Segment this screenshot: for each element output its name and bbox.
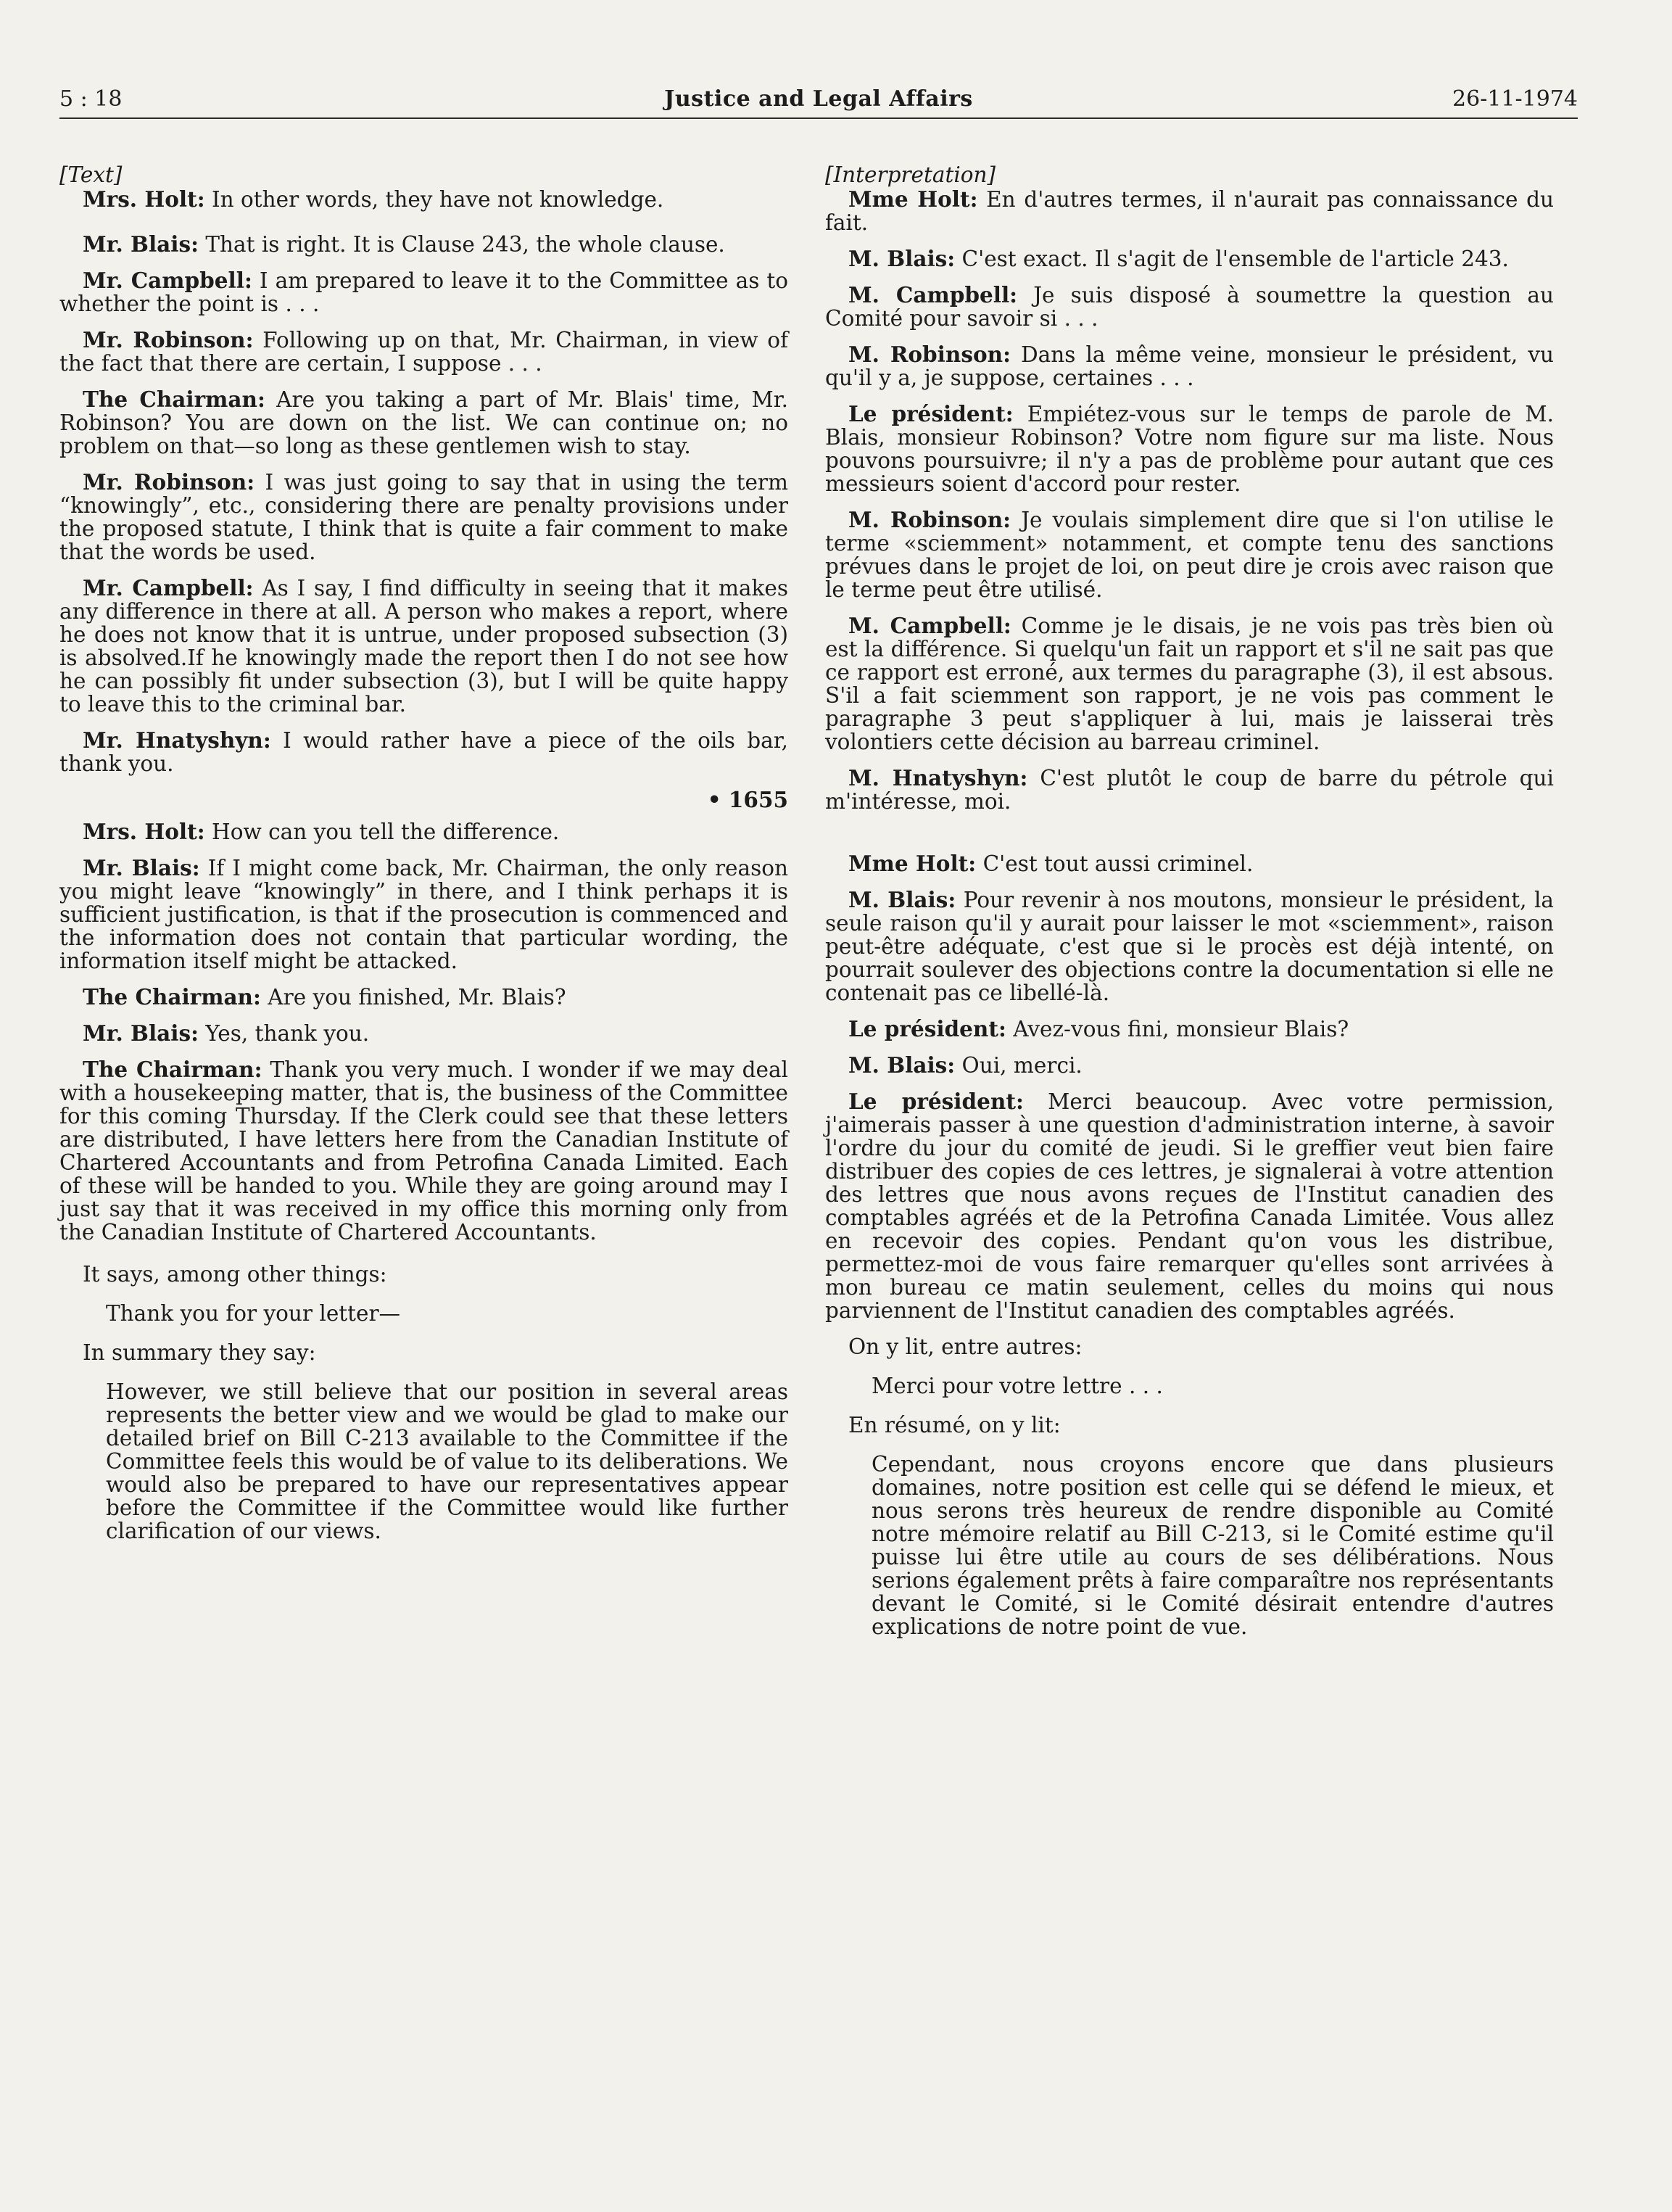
letter-quote: Cependant, nous croyons encore que dans plusieurs domaines, notre position est celle qui se défend le mieux, et nous serons très heureux de rendre disponible au Comité notre mémoire relatif au Bill C-213, si le Comité estime qu'il puisse lui être utile au cours de ses délibérations. Nous serions également prêts à faire comparaître nos représentants devant le Comité, si le Comité désirait entendre d'autres explications de notre point de vue. bbox=[872, 1452, 1554, 1639]
speech-text: How can you tell the difference. bbox=[204, 820, 560, 844]
speaker-name: M. Blais: bbox=[848, 1052, 956, 1078]
english-column bbox=[59, 163, 788, 1543]
speech-text: Are you taking a part of Mr. Blais' time, Mr. Robinson? You are down on the list. We can continue on; no problem on that—so long as these gentlemen wish to stay. bbox=[59, 387, 788, 458]
speaker-name: Mr. Hnatyshyn: bbox=[83, 727, 271, 753]
speech-paragraph bbox=[59, 1058, 788, 1244]
speech-paragraph bbox=[59, 388, 788, 458]
speech-paragraph bbox=[59, 1022, 788, 1045]
speech-text: En d'autres termes, il n'aurait pas connaissance du fait. bbox=[825, 187, 1554, 235]
page-number: 5 : 18 bbox=[59, 86, 123, 112]
letter-intro: It says, among other things: bbox=[83, 1262, 387, 1287]
speech-paragraph bbox=[59, 857, 788, 973]
speech-paragraph bbox=[825, 284, 1554, 330]
speaker-name: Mr. Blais: bbox=[83, 855, 200, 880]
speech-paragraph bbox=[59, 329, 788, 375]
speech-text: If I might come back, Mr. Chairman, the only reason you might leave “knowingly” in there, and I think perhaps it is sufficient justification, is that if the prosecution is commenced and the information does not contain that particular wording, the information itself might be attacked. bbox=[59, 856, 788, 973]
speech-text: Je voulais simplement dire que si l'on utilise le terme «sciemment» notamment, et compte tenu des sanctions prévues dans le projet de loi, on peut dire je crois avec raison que le terme peut être utilisé. bbox=[825, 508, 1554, 602]
speaker-name: Mme Holt: bbox=[848, 851, 977, 876]
speech-paragraph bbox=[59, 233, 788, 256]
speaker-name: Mr. Campbell: bbox=[83, 268, 252, 293]
speaker-name: Le président: bbox=[848, 401, 1014, 426]
speech-text: I am prepared to leave it to the Committee as to whether the point is . . . bbox=[59, 268, 788, 316]
speech-paragraph bbox=[825, 1090, 1554, 1322]
speech-text: Yes, thank you. bbox=[199, 1021, 370, 1046]
speech-text: C'est tout aussi criminel. bbox=[976, 851, 1254, 876]
speech-text: Comme je le disais, je ne vois pas très bien où est la différence. Si quelqu'un fait un rapport et s'il ne sait pas que ce rapport est erroné, aux termes du paragraphe (3), il est absous. S'il a fait sciemment son rapport, je ne vois pas comment le paragraphe 3 peut s'appliquer à lui, mais je laisserai très volontiers cette décision au barreau criminel. bbox=[825, 614, 1554, 754]
speech-paragraph bbox=[59, 471, 788, 564]
speaker-name: Mr. Robinson: bbox=[83, 469, 255, 495]
speech-paragraph bbox=[825, 247, 1554, 271]
column-label: [Text] bbox=[59, 162, 123, 187]
speech-paragraph bbox=[825, 1018, 1554, 1041]
speaker-name: Mme Holt: bbox=[848, 186, 978, 212]
speech-paragraph bbox=[59, 729, 788, 775]
speech-text: Following up on that, Mr. Chairman, in view of the fact that there are certain, I suppose . . . bbox=[59, 328, 788, 376]
speech-text: Avez-vous fini, monsieur Blais? bbox=[1006, 1017, 1349, 1041]
speech-text: Oui, merci. bbox=[955, 1053, 1083, 1078]
speech-paragraph bbox=[59, 577, 788, 716]
letter-intro: On y lit, entre autres: bbox=[848, 1334, 1083, 1359]
speech-paragraph bbox=[825, 852, 1554, 875]
speaker-name: The Chairman: bbox=[83, 984, 261, 1010]
speaker-name: The Chairman: bbox=[83, 1057, 262, 1082]
speaker-name: Mrs. Holt: bbox=[83, 819, 205, 844]
time-marker: • 1655 bbox=[707, 787, 788, 812]
page-header bbox=[59, 81, 1578, 119]
speech-text: Thank you very much. I wonder if we may deal with a housekeeping matter, that is, the business of the Committee for this coming Thursday. If the Clerk could see that these letters are distributed, I have letters here from the Canadian Institute of Chartered Accountants and from Petrofina Canada Limited. Each of these will be handed to you. While they are going around may I just say that it was received in my office this morning only from the Canadian Institute of Chartered Accountants. bbox=[59, 1057, 788, 1245]
speaker-name: M. Campbell: bbox=[848, 613, 1011, 638]
speaker-name: M. Robinson: bbox=[848, 342, 1011, 367]
speech-paragraph bbox=[59, 986, 788, 1009]
summary-intro: In summary they say: bbox=[83, 1340, 316, 1365]
speech-text: C'est exact. Il s'agit de l'ensemble de l'article 243. bbox=[955, 247, 1509, 271]
speech-text: Dans la même veine, monsieur le président, vu qu'il y a, je suppose, certaines . . . bbox=[825, 342, 1555, 390]
speech-paragraph bbox=[825, 403, 1554, 495]
speech-text: Are you finished, Mr. Blais? bbox=[260, 985, 566, 1010]
speech-text: Empiétez-vous sur le temps de parole de M. Blais, monsieur Robinson? Votre nom figure sur ma liste. Nous pouvons poursuivre; il n'y a pas de problème pour autant que ces messieurs soient d'accord pour rester. bbox=[825, 402, 1554, 496]
speech-paragraph bbox=[825, 188, 1554, 234]
speaker-name: Mrs. Holt: bbox=[83, 186, 205, 212]
letter-excerpt: Thank you for your letter— bbox=[106, 1301, 401, 1326]
speech-paragraph bbox=[825, 343, 1554, 389]
speaker-name: Mr. Blais: bbox=[83, 1020, 199, 1046]
summary-intro: En résumé, on y lit: bbox=[848, 1413, 1061, 1437]
speech-text: C'est plutôt le coup de barre du pétrole qui m'intéresse, moi. bbox=[825, 766, 1554, 814]
speech-text: In other words, they have not knowledge. bbox=[204, 187, 664, 212]
speech-paragraph bbox=[59, 269, 788, 315]
speaker-name: M. Campbell: bbox=[848, 282, 1018, 308]
speech-paragraph bbox=[825, 614, 1554, 754]
speaker-name: The Chairman: bbox=[83, 387, 265, 412]
letter-excerpt: Merci pour votre lettre . . . bbox=[872, 1374, 1163, 1398]
speech-paragraph bbox=[825, 888, 1554, 1004]
speaker-name: Le président: bbox=[848, 1089, 1024, 1114]
column-label: [Interpretation] bbox=[825, 162, 996, 187]
speech-paragraph bbox=[825, 767, 1554, 813]
french-column bbox=[825, 163, 1554, 1638]
running-title: Justice and Legal Affairs bbox=[664, 86, 973, 112]
speech-text: I was just going to say that in using the term “knowingly”, etc., considering there are penalty provisions under the proposed statute, I think that is quite a fair comment to make that the words be used. bbox=[59, 470, 788, 564]
speech-paragraph bbox=[825, 1054, 1554, 1077]
speaker-name: Mr. Campbell: bbox=[83, 575, 254, 601]
speech-text: Je suis disposé à soumettre la question au Comité pour savoir si . . . bbox=[825, 283, 1555, 331]
speech-text: I would rather have a piece of the oils bar, thank you. bbox=[59, 728, 788, 776]
speech-text: Merci beaucoup. Avec votre permission, j'aimerais passer à une question d'administration interne, à savoir l'ordre du jour du comité de jeudi. Si le greffier veut bien faire distribuer des copies de ces lettres, je signalerai à votre attention des lettres que nous avons reçues de l'Institut canadien des comptables agréés et de la Petrofina Canada Limitée. Vous allez en recevoir des copies. Pendant qu'on vous les distribue, permettez-moi de vous faire remarquer qu'elles sont arrivées à mon bureau ce matin seulement, celles du moins qui nous parviennent de l'Institut canadien des comptables agréés. bbox=[825, 1089, 1554, 1323]
speech-text: As I say, I find difficulty in seeing that it makes any difference in there at all. A person who makes a report, where he does not know that it is untrue, under proposed subsection (3) is absolved.If he knowingly made the report then I do not see how he can possibly fit under subsection (3), but I will be quite happy to leave this to the criminal bar. bbox=[59, 576, 788, 717]
speaker-name: M. Hnatyshyn: bbox=[848, 765, 1028, 791]
speaker-name: M. Blais: bbox=[848, 887, 956, 912]
speaker-name: M. Robinson: bbox=[848, 507, 1011, 532]
speaker-name: Mr. Blais: bbox=[83, 231, 199, 257]
speaker-name: Le président: bbox=[848, 1016, 1006, 1041]
page-date: 26-11-1974 bbox=[1452, 86, 1578, 112]
speech-paragraph bbox=[59, 820, 788, 843]
speech-paragraph bbox=[59, 188, 788, 211]
speaker-name: M. Blais: bbox=[848, 246, 956, 271]
speech-text: That is right. It is Clause 243, the whole clause. bbox=[199, 232, 725, 257]
speaker-name: Mr. Robinson: bbox=[83, 327, 254, 352]
speech-text: Pour revenir à nos moutons, monsieur le président, la seule raison qu'il y aurait pour laisser le mot «sciemment», raison peut-être adéquate, c'est que si le procès est déjà intenté, on pourrait soulever des objections contre la documentation si elle ne contenait pas ce libellé-là. bbox=[825, 888, 1555, 1005]
speech-paragraph bbox=[825, 508, 1554, 601]
letter-quote: However, we still believe that our position in several areas represents the better view and we would be glad to make our detailed brief on Bill C-213 available to the Committee if the Committee feels this would be of value to its deliberations. We would also be prepared to have our representatives appear before the Committee if the Committee would like further clarification of our views. bbox=[106, 1379, 788, 1543]
